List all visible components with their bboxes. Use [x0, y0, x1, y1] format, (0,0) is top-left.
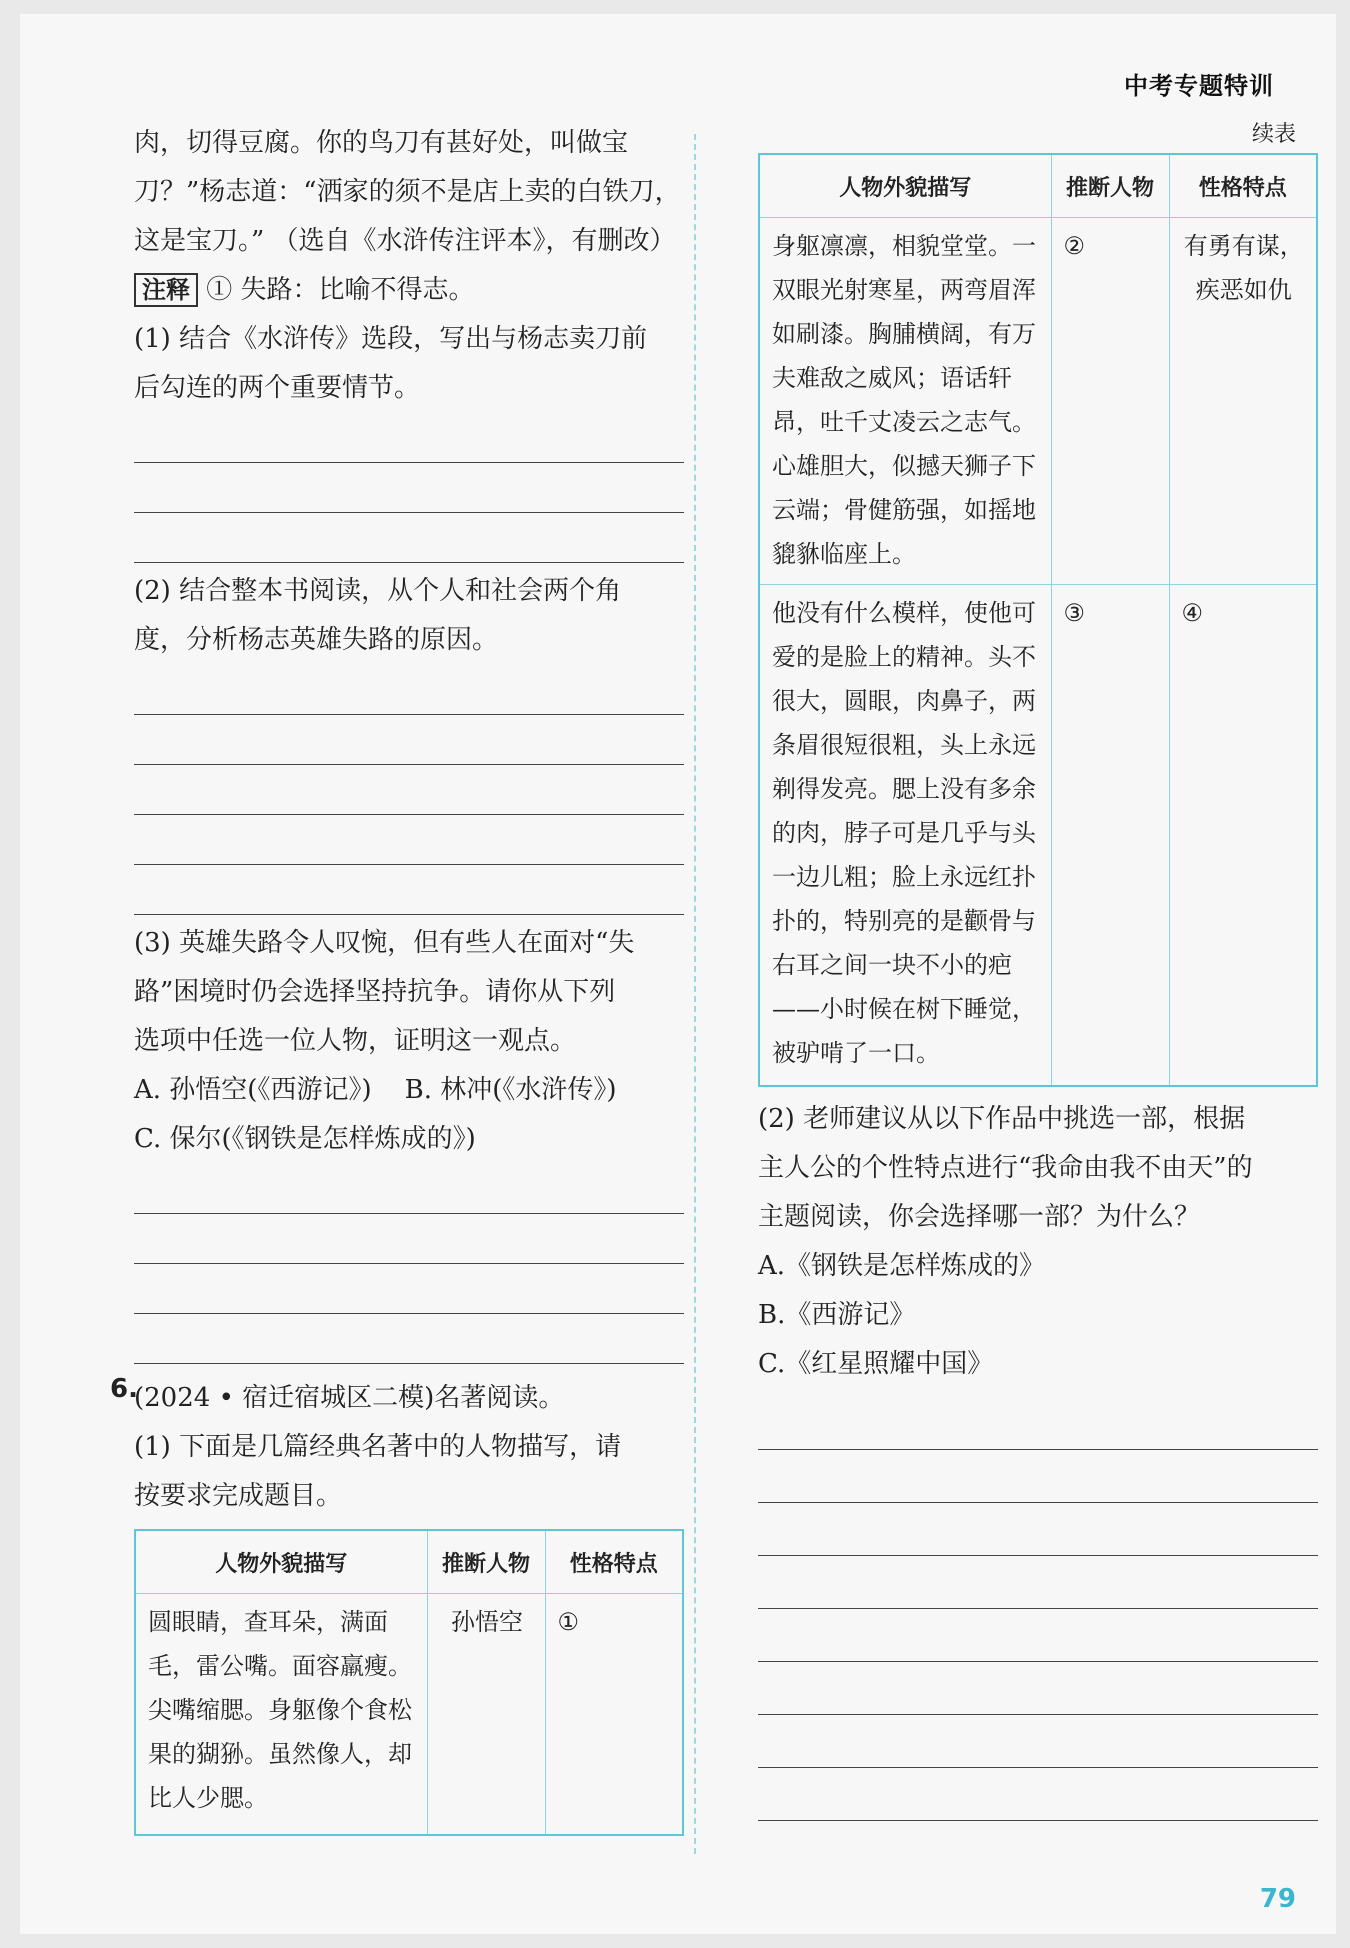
- question-6-number: 6.: [110, 1374, 138, 1404]
- continued-label: 续表: [1251, 122, 1296, 147]
- answer-line[interactable]: [758, 1662, 1318, 1715]
- table-row: [135, 1594, 683, 1836]
- answer-line[interactable]: [758, 1609, 1318, 1662]
- answer-line[interactable]: [758, 1450, 1318, 1503]
- answer-line[interactable]: [134, 1264, 684, 1314]
- table-cell-trait: 有勇有谋，疾恶如仇: [1169, 218, 1317, 585]
- table-header: 性格特点: [1169, 154, 1317, 218]
- answer-line[interactable]: [134, 865, 684, 915]
- answer-line[interactable]: [134, 815, 684, 865]
- table-header: 推断人物: [427, 1530, 545, 1594]
- question-2-line: (2) 结合整本书阅读，从个人和社会两个角: [134, 576, 622, 606]
- answer-line[interactable]: [134, 715, 684, 765]
- annotation-tag: 注释: [134, 273, 198, 307]
- answer-line[interactable]: [134, 1164, 684, 1214]
- question-6: [110, 1374, 684, 1521]
- answer-line[interactable]: [134, 765, 684, 815]
- question-1-line: 后勾连的两个重要情节。: [134, 373, 421, 403]
- table-cell-description: 他没有什么模样，使他可爱的是脸上的精神。头不很大，圆眼，肉鼻子，两条眉很短很粗，头上永远剃得发亮。腮上没有多余的肉，脖子可是几乎与头一边儿粗；脸上永远红扑扑的，特别亮的是颧骨与右耳之间一块不小的疤——小时候在树下睡觉，被驴啃了一口。: [759, 585, 1051, 1087]
- question-1-line: (1) 结合《水浒传》选段，写出与杨志卖刀前: [134, 324, 648, 354]
- answer-line[interactable]: [758, 1556, 1318, 1609]
- table-cell-person-blank[interactable]: ③: [1051, 585, 1169, 1087]
- question-3-option: A. 孙悟空(《西游记》) B. 林冲(《水浒传》): [134, 1075, 617, 1105]
- option: B.《西游记》: [758, 1300, 916, 1330]
- question-6-title: (2024 • 宿迁宿城区二模)名著阅读。: [134, 1383, 565, 1413]
- table-cell-trait-blank[interactable]: ④: [1169, 585, 1317, 1087]
- answer-line[interactable]: [758, 1397, 1318, 1450]
- option: C.《红星照耀中国》: [758, 1349, 994, 1379]
- answer-line[interactable]: [134, 513, 684, 563]
- character-table-continued: [758, 153, 1318, 1087]
- table-row: [759, 218, 1317, 585]
- annotation: [134, 266, 684, 315]
- annotation-text: ① 失路：比喻不得志。: [206, 275, 475, 305]
- table-cell-person: 孙悟空: [427, 1594, 545, 1836]
- page-number: 79: [1259, 1884, 1296, 1914]
- passage-line: 刀？”杨志道：“洒家的须不是店上卖的白铁刀，: [134, 177, 681, 207]
- answer-line[interactable]: [134, 1314, 684, 1364]
- table-header: 性格特点: [545, 1530, 683, 1594]
- character-table: [134, 1529, 684, 1836]
- question-3-line: 路”困境时仍会选择坚持抗争。请你从下列: [134, 977, 616, 1007]
- answer-line[interactable]: [134, 463, 684, 513]
- table-cell-description: 圆眼睛，查耳朵，满面毛，雷公嘴。面容羸瘦。尖嘴缩腮。身躯像个食松果的猢狲。虽然像人，却比人少腮。: [135, 1594, 427, 1836]
- answer-lines-q2: [134, 665, 684, 915]
- answer-line[interactable]: [134, 665, 684, 715]
- question-2-right: [758, 1095, 1318, 1389]
- answer-lines-q3: [134, 1164, 684, 1364]
- table-header: 人物外貌描写: [759, 154, 1051, 218]
- answer-lines-q1: [134, 413, 684, 563]
- question-line: 主人公的个性特点进行“我命由我不由天”的: [758, 1153, 1253, 1183]
- question-line: (2) 老师建议从以下作品中挑选一部，根据: [758, 1104, 1246, 1134]
- column-divider: [694, 134, 696, 1854]
- table-cell-trait-blank[interactable]: ①: [545, 1594, 683, 1836]
- answer-lines-right: [758, 1397, 1318, 1821]
- header-title: 中考专题特训: [1124, 72, 1274, 100]
- option: A.《钢铁是怎样炼成的》: [758, 1251, 1046, 1281]
- answer-line[interactable]: [758, 1768, 1318, 1821]
- question-6-1-line: (1) 下面是几篇经典名著中的人物描写，请: [134, 1432, 622, 1462]
- question-2-line: 度，分析杨志英雄失路的原因。: [134, 625, 499, 655]
- question-line: 主题阅读，你会选择哪一部？为什么？: [758, 1202, 1201, 1232]
- page: [20, 14, 1336, 1934]
- passage-line: 肉，切得豆腐。你的鸟刀有甚好处，叫做宝: [134, 128, 629, 158]
- question-3-line: 选项中任选一位人物，证明这一观点。: [134, 1026, 577, 1056]
- table-header: 推断人物: [1051, 154, 1169, 218]
- table-row: [759, 585, 1317, 1087]
- answer-line[interactable]: [134, 1214, 684, 1264]
- table-header: 人物外貌描写: [135, 1530, 427, 1594]
- question-3-line: (3) 英雄失路令人叹惋，但有些人在面对“失: [134, 928, 635, 958]
- table-header-row: [135, 1530, 683, 1594]
- table-header-row: [759, 154, 1317, 218]
- right-column: [758, 119, 1318, 1821]
- question-6-1-line: 按要求完成题目。: [134, 1481, 343, 1511]
- passage-line: 这是宝刀。” （选自《水浒传注评本》，有删改）: [134, 226, 676, 256]
- question-3-option: C. 保尔(《钢铁是怎样炼成的》): [134, 1124, 476, 1154]
- table-cell-person-blank[interactable]: ②: [1051, 218, 1169, 585]
- left-column: [110, 119, 684, 1836]
- table-cell-description: 身躯凛凛，相貌堂堂。一双眼光射寒星，两弯眉浑如刷漆。胸脯横阔，有万夫难敌之威风；语话轩昂，吐千丈凌云之志气。心雄胆大，似撼天狮子下云端；骨健筋强，如摇地貔貅临座上。: [759, 218, 1051, 585]
- answer-line[interactable]: [758, 1715, 1318, 1768]
- answer-line[interactable]: [758, 1503, 1318, 1556]
- answer-line[interactable]: [134, 413, 684, 463]
